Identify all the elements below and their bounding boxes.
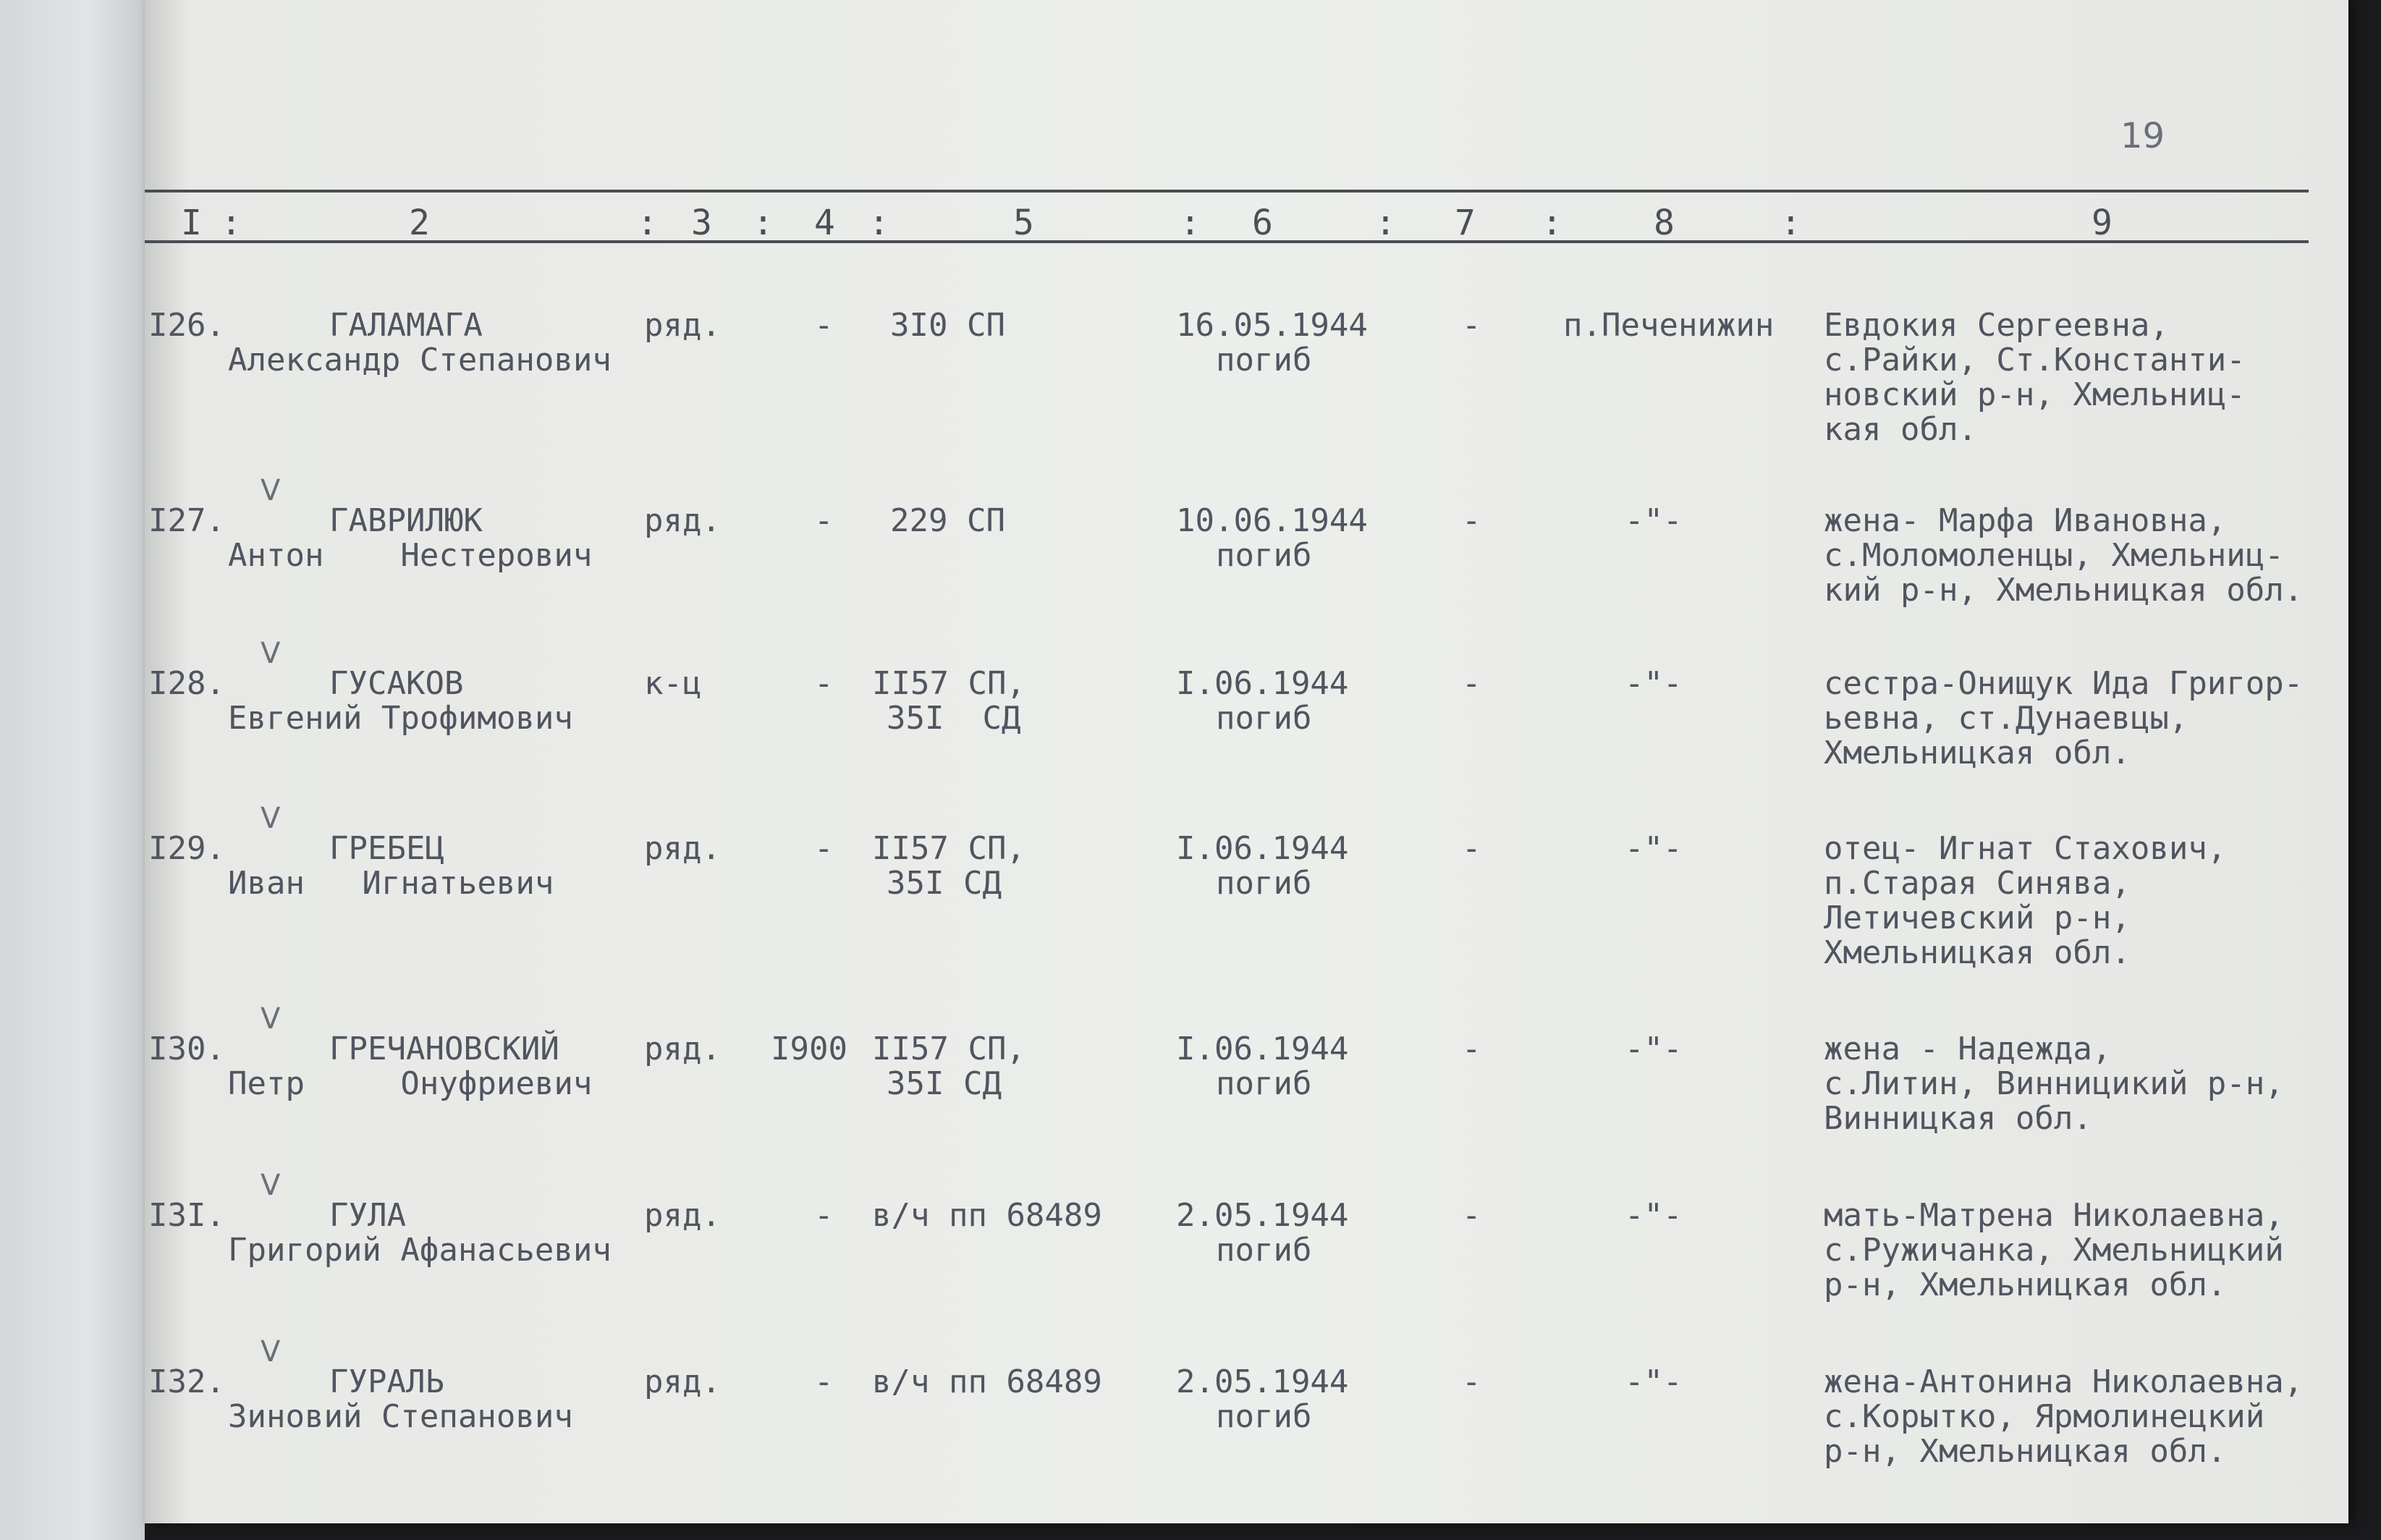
rank: ряд.: [644, 830, 721, 867]
next-of-kin-line: жена - Надежда,: [1824, 1031, 2112, 1067]
next-of-kin-line: Хмельницкая обл.: [1824, 934, 2131, 971]
event-date: 2.05.1944: [1176, 1197, 1349, 1234]
next-of-kin-line: р-н, Хмельницкая обл.: [1824, 1266, 2227, 1303]
surname: ГРЕЧАНОВСКИЙ: [329, 1031, 559, 1067]
military-unit: II57 СП,: [872, 665, 1025, 702]
military-unit: II57 СП,: [872, 1031, 1025, 1067]
next-of-kin-line: отец- Игнат Стахович,: [1824, 830, 2227, 867]
row-number: I29.: [148, 830, 225, 867]
column-7-value: -: [1462, 1363, 1481, 1400]
surname: ГУЛА: [329, 1197, 406, 1234]
previous-page-edge: [0, 0, 145, 1540]
header-column-2: 2: [409, 203, 430, 243]
military-unit: 35I СД: [887, 865, 1002, 902]
military-unit: 3I0 СП: [890, 307, 1005, 344]
surname: ГАЛАМАГА: [329, 307, 483, 344]
check-mark: V: [261, 802, 281, 835]
place: -"-: [1625, 1197, 1683, 1234]
place: п.Печенижин: [1563, 307, 1775, 344]
next-of-kin-line: с.Ружичанка, Хмельницкий: [1824, 1232, 2284, 1269]
row-number: I26.: [148, 307, 225, 344]
column-7-value: -: [1462, 307, 1481, 344]
page-number: 19: [2120, 116, 2165, 156]
rank: ряд.: [644, 1031, 721, 1067]
birth-year: -: [814, 830, 834, 867]
given-name: Григорий Афанасьевич: [228, 1232, 612, 1269]
header-separator: :: [1541, 203, 1562, 243]
next-of-kin-line: мать-Матрена Николаевна,: [1824, 1197, 2284, 1234]
status: погиб: [1216, 1232, 1312, 1269]
military-unit: 35I СД: [887, 1065, 1002, 1102]
next-of-kin-line: Хмельницкая обл.: [1824, 735, 2131, 771]
column-7-value: -: [1462, 665, 1481, 702]
next-of-kin-line: Винницкая обл.: [1824, 1100, 2092, 1137]
given-name: Антон Нестерович: [228, 537, 593, 574]
next-of-kin-line: новский р-н, Хмельниц-: [1824, 376, 2246, 413]
check-mark: V: [261, 1002, 281, 1036]
military-unit: в/ч пп 68489: [872, 1363, 1102, 1400]
status: погиб: [1216, 342, 1312, 378]
column-7-value: -: [1462, 502, 1481, 539]
table-top-rule: [145, 190, 2309, 192]
military-unit: в/ч пп 68489: [872, 1197, 1102, 1234]
surname: ГРЕБЕЦ: [329, 830, 444, 867]
header-column-5: 5: [1013, 203, 1034, 243]
next-of-kin-line: с.Райки, Ст.Константи-: [1824, 342, 2246, 378]
surname: ГАВРИЛЮК: [329, 502, 483, 539]
next-of-kin-line: р-н, Хмельницкая обл.: [1824, 1433, 2227, 1470]
check-mark: V: [261, 474, 281, 507]
birth-year: -: [814, 1363, 834, 1400]
check-mark: V: [261, 1169, 281, 1202]
event-date: 16.05.1944: [1176, 307, 1368, 344]
next-of-kin-line: жена- Марфа Ивановна,: [1824, 502, 2227, 539]
given-name: Александр Степанович: [228, 342, 612, 378]
row-number: I27.: [148, 502, 225, 539]
column-7-value: -: [1462, 830, 1481, 867]
header-column-9: 9: [2092, 203, 2113, 243]
surname: ГУРАЛЬ: [329, 1363, 444, 1400]
header-separator: :: [1375, 203, 1396, 243]
row-number: I32.: [148, 1363, 225, 1400]
table-header-rule: [145, 240, 2309, 243]
header-separator: :: [753, 203, 774, 243]
rank: ряд.: [644, 502, 721, 539]
next-of-kin-line: ьевна, ст.Дунаевцы,: [1824, 700, 2188, 737]
column-7-value: -: [1462, 1197, 1481, 1234]
birth-year: -: [814, 1197, 834, 1234]
next-of-kin-line: сестра-Онищук Ида Григор-: [1824, 665, 2304, 702]
status: погиб: [1216, 537, 1312, 574]
place: -"-: [1625, 1031, 1683, 1067]
birth-year: I900: [771, 1031, 847, 1067]
status: погиб: [1216, 700, 1312, 737]
header-column-3: 3: [691, 203, 712, 243]
header-column-7: 7: [1455, 203, 1476, 243]
rank: к-ц: [644, 665, 702, 702]
row-number: I3I.: [148, 1197, 225, 1234]
given-name: Евгений Трофимович: [228, 700, 573, 737]
rank: ряд.: [644, 1197, 721, 1234]
place: -"-: [1625, 665, 1683, 702]
next-of-kin-line: жена-Антонина Николаевна,: [1824, 1363, 2304, 1400]
birth-year: -: [814, 502, 834, 539]
birth-year: -: [814, 307, 834, 344]
given-name: Зиновий Степанович: [228, 1398, 573, 1435]
header-column-6: 6: [1252, 203, 1273, 243]
next-of-kin-line: кая обл.: [1824, 411, 1977, 448]
header-separator: :: [1180, 203, 1201, 243]
rank: ряд.: [644, 307, 721, 344]
event-date: I.06.1944: [1176, 830, 1349, 867]
header-column-4: 4: [814, 203, 835, 243]
status: погиб: [1216, 865, 1312, 902]
event-date: I.06.1944: [1176, 665, 1349, 702]
header-column-8: 8: [1654, 203, 1675, 243]
check-mark: V: [261, 1335, 281, 1368]
header-column-I: I: [181, 203, 202, 243]
next-of-kin-line: Евдокия Сергеевна,: [1824, 307, 2169, 344]
column-7-value: -: [1462, 1031, 1481, 1067]
next-of-kin-line: с.Корытко, Ярмолинецкий: [1824, 1398, 2265, 1435]
surname: ГУСАКОВ: [329, 665, 464, 702]
header-separator: :: [221, 203, 242, 243]
next-of-kin-line: Летичевский р-н,: [1824, 900, 2131, 936]
given-name: Петр Онуфриевич: [228, 1065, 593, 1102]
row-number: I28.: [148, 665, 225, 702]
military-unit: 229 СП: [890, 502, 1005, 539]
status: погиб: [1216, 1065, 1312, 1102]
given-name: Иван Игнатьевич: [228, 865, 554, 902]
place: -"-: [1625, 830, 1683, 867]
next-of-kin-line: с.Моломоленцы, Хмельниц-: [1824, 537, 2284, 574]
event-date: 2.05.1944: [1176, 1363, 1349, 1400]
header-separator: :: [868, 203, 889, 243]
military-unit: II57 СП,: [872, 830, 1025, 867]
place: -"-: [1625, 502, 1683, 539]
check-mark: V: [261, 637, 281, 670]
rank: ряд.: [644, 1363, 721, 1400]
event-date: 10.06.1944: [1176, 502, 1368, 539]
status: погиб: [1216, 1398, 1312, 1435]
place: -"-: [1625, 1363, 1683, 1400]
next-of-kin-line: п.Старая Синява,: [1824, 865, 2131, 902]
birth-year: -: [814, 665, 834, 702]
military-unit: 35I СД: [887, 700, 1021, 737]
row-number: I30.: [148, 1031, 225, 1067]
header-separator: :: [637, 203, 658, 243]
next-of-kin-line: с.Литин, Винницикий р-н,: [1824, 1065, 2284, 1102]
event-date: I.06.1944: [1176, 1031, 1349, 1067]
next-of-kin-line: кий р-н, Хмельницкая обл.: [1824, 572, 2304, 609]
header-separator: :: [1780, 203, 1801, 243]
